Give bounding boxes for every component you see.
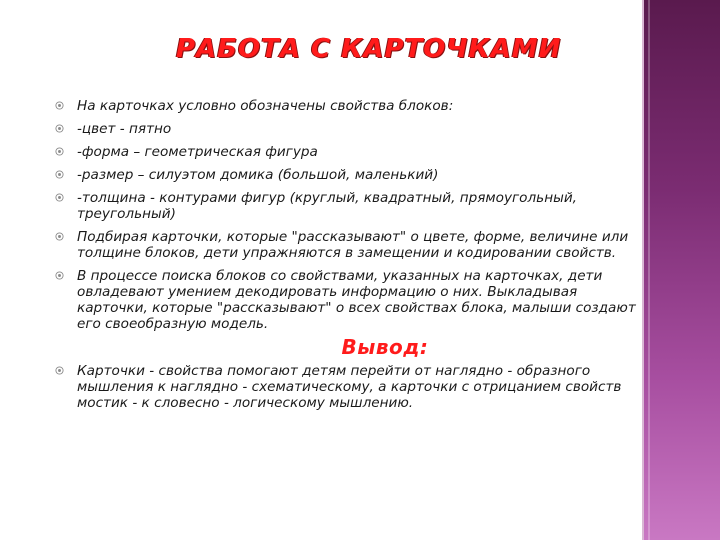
bullet-item bbox=[54, 268, 636, 332]
bullet-item bbox=[54, 363, 636, 411]
circle-dot-bullet-icon bbox=[55, 101, 64, 110]
bullet-item bbox=[54, 167, 636, 183]
decorative-sidebar bbox=[642, 0, 720, 540]
bullet-text: -цвет - пятно bbox=[77, 121, 172, 137]
bullet-text: На карточках условно обозначены свойства блоков: bbox=[77, 98, 454, 114]
circle-dot-bullet-icon bbox=[55, 232, 64, 241]
bullet-text: -форма – геометрическая фигура bbox=[77, 144, 318, 160]
bullet-text: В процессе поиска блоков со свойствами, указанных на карточках, дети овладевают умением декодировать информацию о них. Выкладывая карточки, которые "рассказывают" о всех свойствах блока, малыши создают его своеобразную модель. bbox=[77, 268, 636, 332]
slide-content bbox=[54, 98, 636, 418]
bullet-text: Подбирая карточки, которые "рассказывают" о цвете, форме, величине или толщине блоков, дети упражняются в замещении и кодировании свойств. bbox=[77, 229, 629, 261]
conclusion-heading: Вывод: bbox=[341, 335, 429, 359]
slide-title: РАБОТА С КАРТОЧКАМИ bbox=[176, 34, 562, 64]
bullet-item bbox=[54, 121, 636, 137]
circle-dot-bullet-icon bbox=[55, 124, 64, 133]
bullet-item bbox=[54, 229, 636, 261]
bullet-text: -толщина - контурами фигур (круглый, квадратный, прямоугольный, треугольный) bbox=[77, 190, 577, 222]
circle-dot-bullet-icon bbox=[55, 271, 64, 280]
circle-dot-bullet-icon bbox=[55, 147, 64, 156]
circle-dot-bullet-icon bbox=[55, 170, 64, 179]
circle-dot-bullet-icon bbox=[55, 193, 64, 202]
bullet-item bbox=[54, 98, 636, 114]
conclusion-bullet-list bbox=[54, 363, 636, 411]
circle-dot-bullet-icon bbox=[55, 366, 64, 375]
bullet-item bbox=[54, 144, 636, 160]
bullet-item bbox=[54, 190, 636, 222]
bullet-text: -размер – силуэтом домика (большой, маленький) bbox=[77, 167, 439, 183]
bullet-list bbox=[54, 98, 636, 332]
bullet-text: Карточки - свойства помогают детям перейти от наглядно - образного мышления к наглядно - схематическому, а карточки с отрицанием свойств мостик - к словесно - логическому мышлению. bbox=[77, 363, 622, 411]
